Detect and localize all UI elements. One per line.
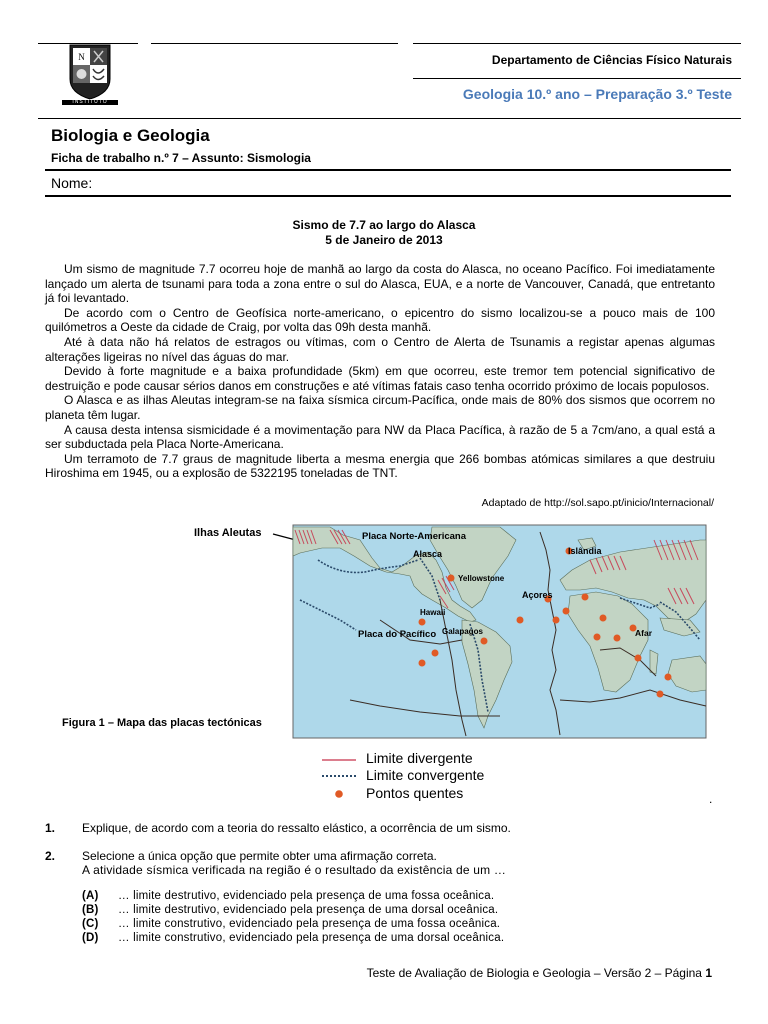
article-paragraph: Um sismo de magnitude 7.7 ocorreu hoje de manhã ao largo da costa do Alasca, no oceano Pacífico. Foi imediatamente lançado um alerta de tsunami para toda a zona entre o sul do Alasca, EUA, e a norte de Vancouver, Canadá, que entretanto já foi levantado. <box>45 262 715 306</box>
legend-divergent-label: Limite divergente <box>366 750 473 766</box>
logo-text: INSTITUTO NUN'ALVRES <box>69 99 111 111</box>
label-azores: Açores <box>522 590 553 600</box>
question-stem: A atividade sísmica verificada na região é o resultado da existência de um … <box>82 863 507 877</box>
label-hawaii: Hawaii <box>420 608 446 617</box>
label-north-american-plate: Placa Norte-Americana <box>362 531 467 542</box>
option-label: (A) <box>82 890 99 902</box>
option-label: (C) <box>82 918 99 930</box>
legend-convergent-label: Limite convergente <box>366 767 485 783</box>
article-paragraph: Um terramoto de 7.7 graus de magnitude liberta a mesma energia que 266 bombas atómicas similares a que destruiu Hiroshima em 1945, ou a explosão de 5322195 toneladas de TNT. <box>45 451 715 481</box>
question-text: Explique, de acordo com a teoria do ressalto elástico, a ocorrência de um sismo. <box>82 821 511 835</box>
option-label: (D) <box>82 932 99 944</box>
option-label: (B) <box>82 904 99 916</box>
article-title: Sismo de 7.7 ao largo do Alasca <box>292 218 476 232</box>
worksheet-subject: Ficha de trabalho n.º 7 – Assunto: Sismologia <box>51 151 311 165</box>
question-number: 1. <box>45 821 56 835</box>
label-pacific-plate: Placa do Pacífico <box>358 629 437 640</box>
option-text: … limite construtivo, evidenciado pela presença de uma fossa oceânica. <box>118 918 501 930</box>
option-text: … limite construtivo, evidenciado pela presença de uma dorsal oceânica. <box>118 932 505 944</box>
hotspot-marker <box>517 617 524 624</box>
article-paragraph: Devido à forte magnitude e a baixa profundidade (5km) em que ocorreu, este tremor tem potencial significativo de destruição e pode causar sérios danos em construções e até vítimas fatais caso tenha ocorrido próximo de locais populosos. <box>45 364 715 393</box>
hotspot-marker <box>448 575 455 582</box>
hotspot-marker <box>419 660 426 667</box>
label-alaska: Alasca <box>413 549 443 559</box>
hotspot-marker <box>614 635 621 642</box>
label-afar: Afar <box>635 628 653 638</box>
document-subtitle: Geologia 10.º ano – Preparação 3.º Teste <box>462 86 732 102</box>
hotspot-marker <box>594 634 601 641</box>
label-iceland: Islândia <box>568 546 602 556</box>
hotspot-marker <box>481 638 488 645</box>
legend-hotspots-label: Pontos quentes <box>366 785 464 801</box>
article-paragraph: Até à data não há relatos de estragos ou vítimas, com o Centro de Alerta de Tsunamis a registar apenas algumas alterações ligeiras no nível das águas do mar. <box>45 334 715 364</box>
question-number: 2. <box>45 849 56 863</box>
hotspot-marker <box>657 691 664 698</box>
hotspot-marker <box>665 674 672 681</box>
hotspot-marker <box>432 650 439 657</box>
hotspot-marker <box>419 619 426 626</box>
article-paragraph: A causa desta intensa sismicidade é a movimentação para NW da Placa Pacífica, à razão de 5 a 7cm/ano, a qual está a ser subductada pela Placa Norte-Americana. <box>45 422 715 452</box>
label-yellowstone: Yellowstone <box>458 574 505 583</box>
hotspot-marker <box>635 655 642 662</box>
trailing-mark: . <box>709 792 713 806</box>
figure-caption: Figura 1 – Mapa das placas tectónicas <box>62 717 262 729</box>
hotspot-marker <box>563 608 570 615</box>
article-source: Adaptado de http://sol.sapo.pt/inicio/Internacional/ <box>481 497 714 509</box>
svg-text:N: N <box>78 52 85 62</box>
label-galapagos: Galapagos <box>442 627 483 636</box>
page-title: Biologia e Geologia <box>51 126 210 145</box>
name-field-label: Nome: <box>51 175 93 191</box>
question-text: Selecione a única opção que permite obter uma afirmação correta. <box>82 849 437 863</box>
hotspot-marker <box>553 617 560 624</box>
page-number: 1 <box>705 966 712 980</box>
footer-text: Teste de Avaliação de Biologia e Geologia – Versão 2 – Página <box>366 966 706 980</box>
option-text: … limite destrutivo, evidenciado pela presença de uma fossa oceânica. <box>118 890 495 902</box>
legend-hotspot-swatch <box>335 790 343 798</box>
article-paragraph: De acordo com o Centro de Geofísica norte-americano, o epicentro do sismo localizou-se a pouco mais de 100 quilómetros a Oeste da cidade de Craig, por volta das 09h desta manhã. <box>45 305 715 335</box>
article-date: 5 de Janeiro de 2013 <box>325 233 443 247</box>
department-name: Departamento de Ciências Físico Naturais <box>491 53 732 67</box>
map-legend <box>322 760 356 798</box>
hotspot-marker <box>600 615 607 622</box>
page-footer <box>367 966 712 980</box>
article-paragraph: O Alasca e as ilhas Aleutas integram-se na faixa sísmica circum-Pacífica, onde mais de 80% dos sismos que ocorrem no planeta têm lugar. <box>45 393 715 422</box>
hotspot-marker <box>582 594 589 601</box>
callout-aleutian-islands: Ilhas Aleutas <box>194 527 262 539</box>
option-text: … limite destrutivo, evidenciado pela presença de uma dorsal oceânica. <box>118 904 499 916</box>
